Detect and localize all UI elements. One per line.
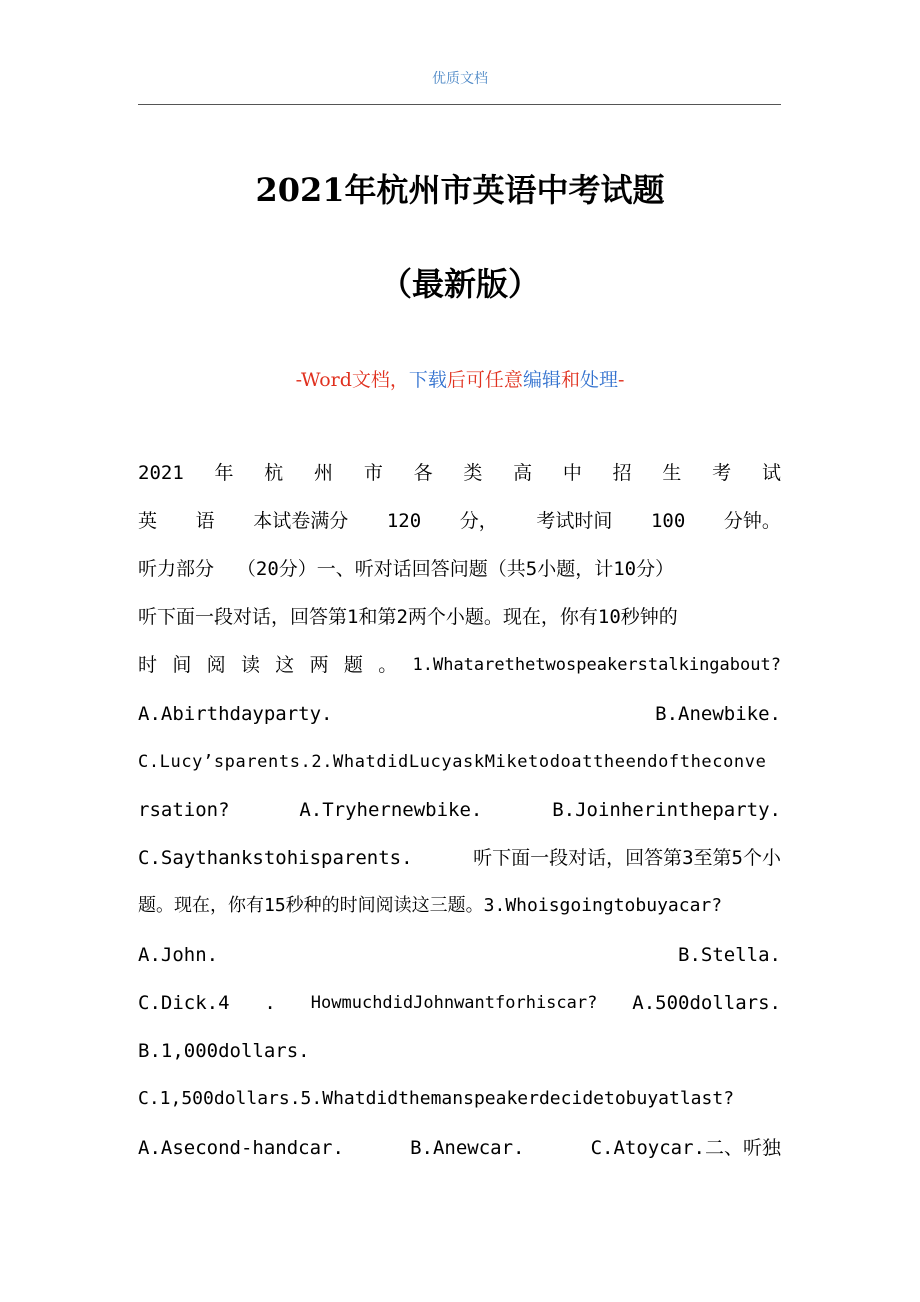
option: C.Saythankstohisparents. bbox=[138, 847, 413, 869]
word: 时 bbox=[138, 654, 158, 676]
word: 1.Whatarethetwospeakerstalkingabout? bbox=[412, 655, 781, 675]
word-notice bbox=[0, 365, 920, 392]
notice-part: 下载 bbox=[408, 369, 447, 391]
word: 州 bbox=[314, 462, 334, 484]
body-line bbox=[138, 795, 781, 825]
body-line bbox=[138, 1036, 781, 1066]
word: 120 bbox=[386, 510, 422, 532]
word: 分， bbox=[459, 510, 498, 532]
word: 类 bbox=[463, 462, 483, 484]
word: 读 bbox=[240, 654, 260, 676]
word: 语 bbox=[195, 510, 215, 532]
body-line bbox=[138, 1133, 781, 1163]
document-title: 2021年杭州市英语中考试题 bbox=[255, 171, 665, 209]
line-text: C.Lucy’sparents.2.WhatdidLucyaskMiketodoattheendoftheconve bbox=[138, 752, 767, 772]
option: B.Anewbike. bbox=[655, 703, 781, 725]
option: A.Tryhernewbike. bbox=[299, 799, 483, 821]
line-text: C.1,500dollars.5.Whatdidthemanspeakerdecidetobuyatlast? bbox=[138, 1088, 735, 1109]
option: rsation? bbox=[138, 799, 230, 821]
body-line bbox=[138, 747, 781, 777]
notice-part: -Word bbox=[295, 369, 352, 391]
word: 阅 bbox=[206, 654, 226, 676]
body-line bbox=[138, 699, 781, 729]
option: C.Atoycar.二、听独 bbox=[590, 1137, 781, 1159]
word: 高 bbox=[513, 462, 533, 484]
word: 间 bbox=[172, 654, 192, 676]
option: B.Joinherintheparty. bbox=[552, 799, 781, 821]
body-line bbox=[138, 506, 781, 536]
word: 中 bbox=[562, 462, 582, 484]
body-line bbox=[138, 458, 781, 488]
word: 分钟。 bbox=[723, 510, 781, 532]
word: 各 bbox=[413, 462, 433, 484]
notice-part: 处理 bbox=[579, 369, 618, 391]
line-text: 听力部分 （20分）一、听对话回答问题（共5小题，计10分） bbox=[138, 558, 675, 580]
option: A.Abirthdayparty. bbox=[138, 703, 333, 725]
word: 招 bbox=[612, 462, 632, 484]
body-line bbox=[138, 554, 781, 584]
option: B.Stella. bbox=[678, 944, 781, 966]
header-text: 优质文档 bbox=[432, 71, 488, 87]
notice-part: 文档， bbox=[351, 369, 409, 391]
word: 考 bbox=[712, 462, 732, 484]
notice-part: - bbox=[617, 369, 625, 391]
word: 本试卷满分 bbox=[253, 510, 349, 532]
body-line bbox=[138, 1084, 781, 1114]
word: 2021 bbox=[138, 462, 184, 484]
notice-part: 编辑 bbox=[522, 369, 561, 391]
header-rule bbox=[138, 104, 781, 105]
question: HowmuchdidJohnwantforhiscar? bbox=[310, 993, 598, 1013]
word: 这 bbox=[275, 654, 295, 676]
option: A.500dollars. bbox=[632, 992, 781, 1014]
word: 100 bbox=[650, 510, 686, 532]
word: . bbox=[264, 992, 276, 1014]
body-line bbox=[138, 891, 781, 921]
option: A.John. bbox=[138, 944, 219, 966]
body-line bbox=[138, 843, 781, 873]
word: 考试时间 bbox=[536, 510, 613, 532]
word: 试 bbox=[761, 462, 781, 484]
word: 市 bbox=[363, 462, 383, 484]
word: 年 bbox=[214, 462, 234, 484]
word: 。 bbox=[378, 654, 398, 676]
word: 杭 bbox=[264, 462, 284, 484]
notice-part: 和 bbox=[560, 369, 580, 391]
body-line bbox=[138, 650, 781, 680]
body-line bbox=[138, 602, 781, 632]
option: B.1,000dollars. bbox=[138, 1040, 310, 1062]
option: B.Anewcar. bbox=[410, 1137, 525, 1159]
body-line bbox=[138, 988, 781, 1018]
document-subtitle-edition: （最新版） bbox=[379, 265, 540, 303]
line-text: 题。现在，你有15秒种的时间阅读这三题。3.Whoisgoingtobuyacar? bbox=[138, 895, 723, 916]
word: 两 bbox=[309, 654, 329, 676]
word: 英 bbox=[138, 510, 158, 532]
line-text: 听下面一段对话，回答第1和第2两个小题。现在，你有10秒钟的 bbox=[138, 606, 678, 628]
option: A.Asecond-handcar. bbox=[138, 1137, 344, 1159]
word: 生 bbox=[662, 462, 682, 484]
line-text: 听下面一段对话，回答第3至第5个小 bbox=[473, 847, 781, 869]
body-line bbox=[138, 940, 781, 970]
word: 题 bbox=[343, 654, 363, 676]
notice-part: 后可任意 bbox=[446, 369, 523, 391]
option: C.Dick.4 bbox=[138, 992, 230, 1014]
